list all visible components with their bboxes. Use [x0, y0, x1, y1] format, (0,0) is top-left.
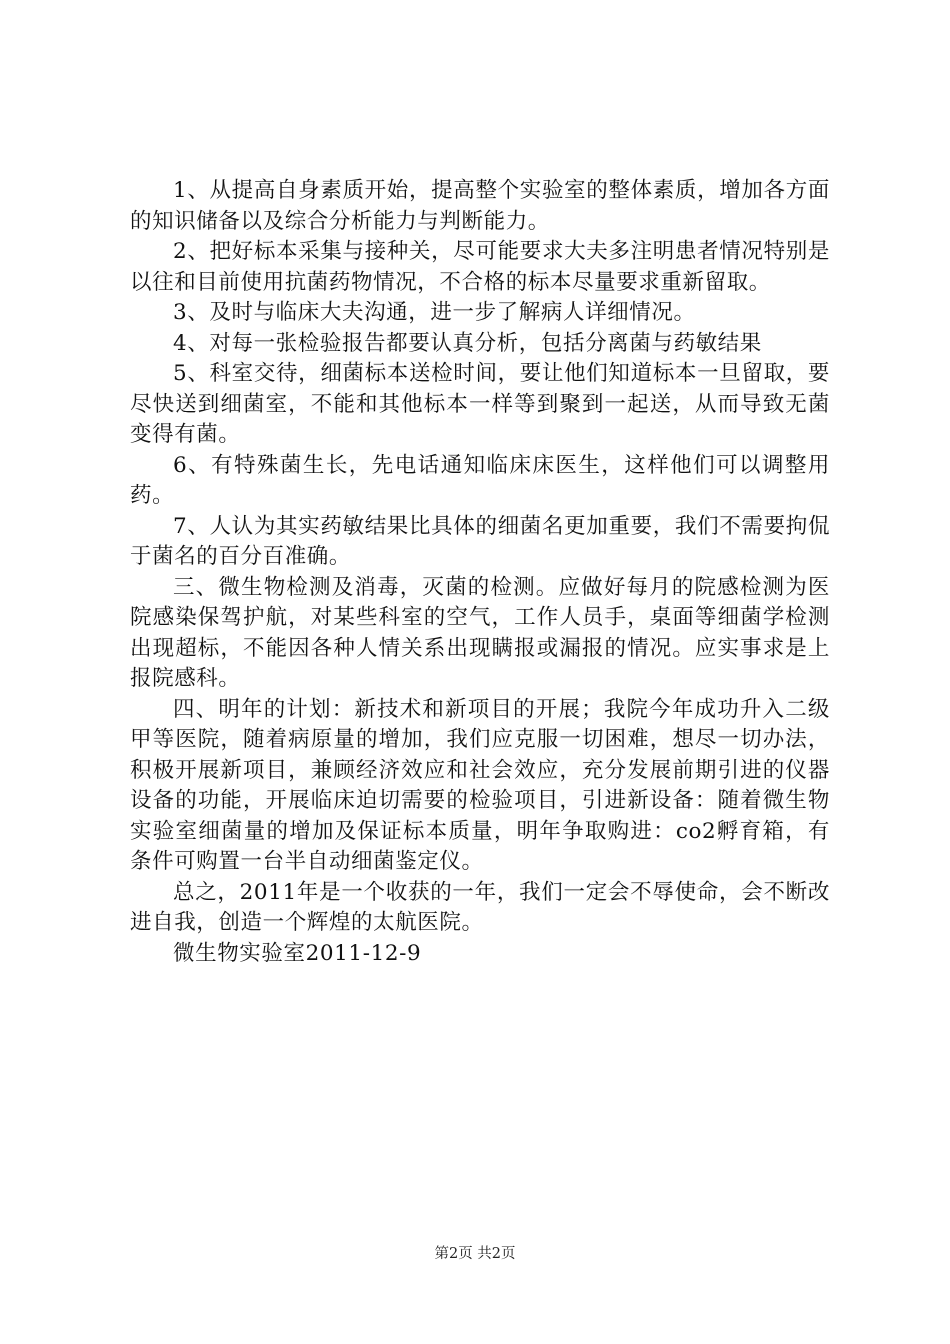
document-body: [130, 176, 830, 969]
paragraph-item-2: 2、把好标本采集与接种关，尽可能要求大夫多注明患者情况特别是以往和目前使用抗菌药物情况，不合格的标本尽量要求重新留取。: [130, 239, 830, 295]
paragraph-item-1: 1、从提高自身素质开始，提高整个实验室的整体素质，增加各方面的知识储备以及综合分析能力与判断能力。: [130, 178, 830, 234]
paragraph-conclusion: 总之，2011年是一个收获的一年，我们一定会不辱使命，会不断改进自我，创造一个辉煌的太航医院。: [130, 879, 830, 935]
page-number-footer: 第2页 共2页: [434, 1246, 516, 1262]
paragraph-item-7: 7、人认为其实药敏结果比具体的细菌名更加重要，我们不需要拘侃于菌名的百分百准确。: [130, 513, 830, 569]
paragraph-item-5: 5、科室交待，细菌标本送检时间，要让他们知道标本一旦留取，要尽快送到细菌室，不能和其他标本一样等到聚到一起送，从而导致无菌变得有菌。: [130, 361, 830, 447]
paragraph-item-3: 3、及时与临床大夫沟通，进一步了解病人详细情况。: [173, 300, 696, 325]
signoff-line: 微生物实验室2011-12-9: [173, 940, 422, 966]
paragraph-item-6: 6、有特殊菌生长，先电话通知临床床医生，这样他们可以调整用药。: [130, 452, 830, 508]
paragraph-section-three: 三、微生物检测及消毒，灭菌的检测。应做好每月的院感检测为医院感染保驾护航，对某些科室的空气，工作人员手，桌面等细菌学检测出现超标，不能因各种人情关系出现瞒报或漏报的情况。应实事求是上报院感科。: [130, 574, 830, 691]
paragraph-item-4: 4、对每一张检验报告都要认真分析，包括分离菌与药敏结果: [173, 330, 762, 356]
paragraph-section-four: 四、明年的计划：新技术和新项目的开展；我院今年成功升入二级甲等医院，随着病原量的增加，我们应克服一切困难，想尽一切办法，积极开展新项目，兼顾经济效应和社会效应，充分发展前期引进的仪器设备的功能，开展临床迫切需要的检验项目，引进新设备：随着微生物实验室细菌量的增加及保证标本质量，明年争取购进：co2孵育箱，有条件可购置一台半自动细菌鉴定仪。: [130, 696, 830, 874]
